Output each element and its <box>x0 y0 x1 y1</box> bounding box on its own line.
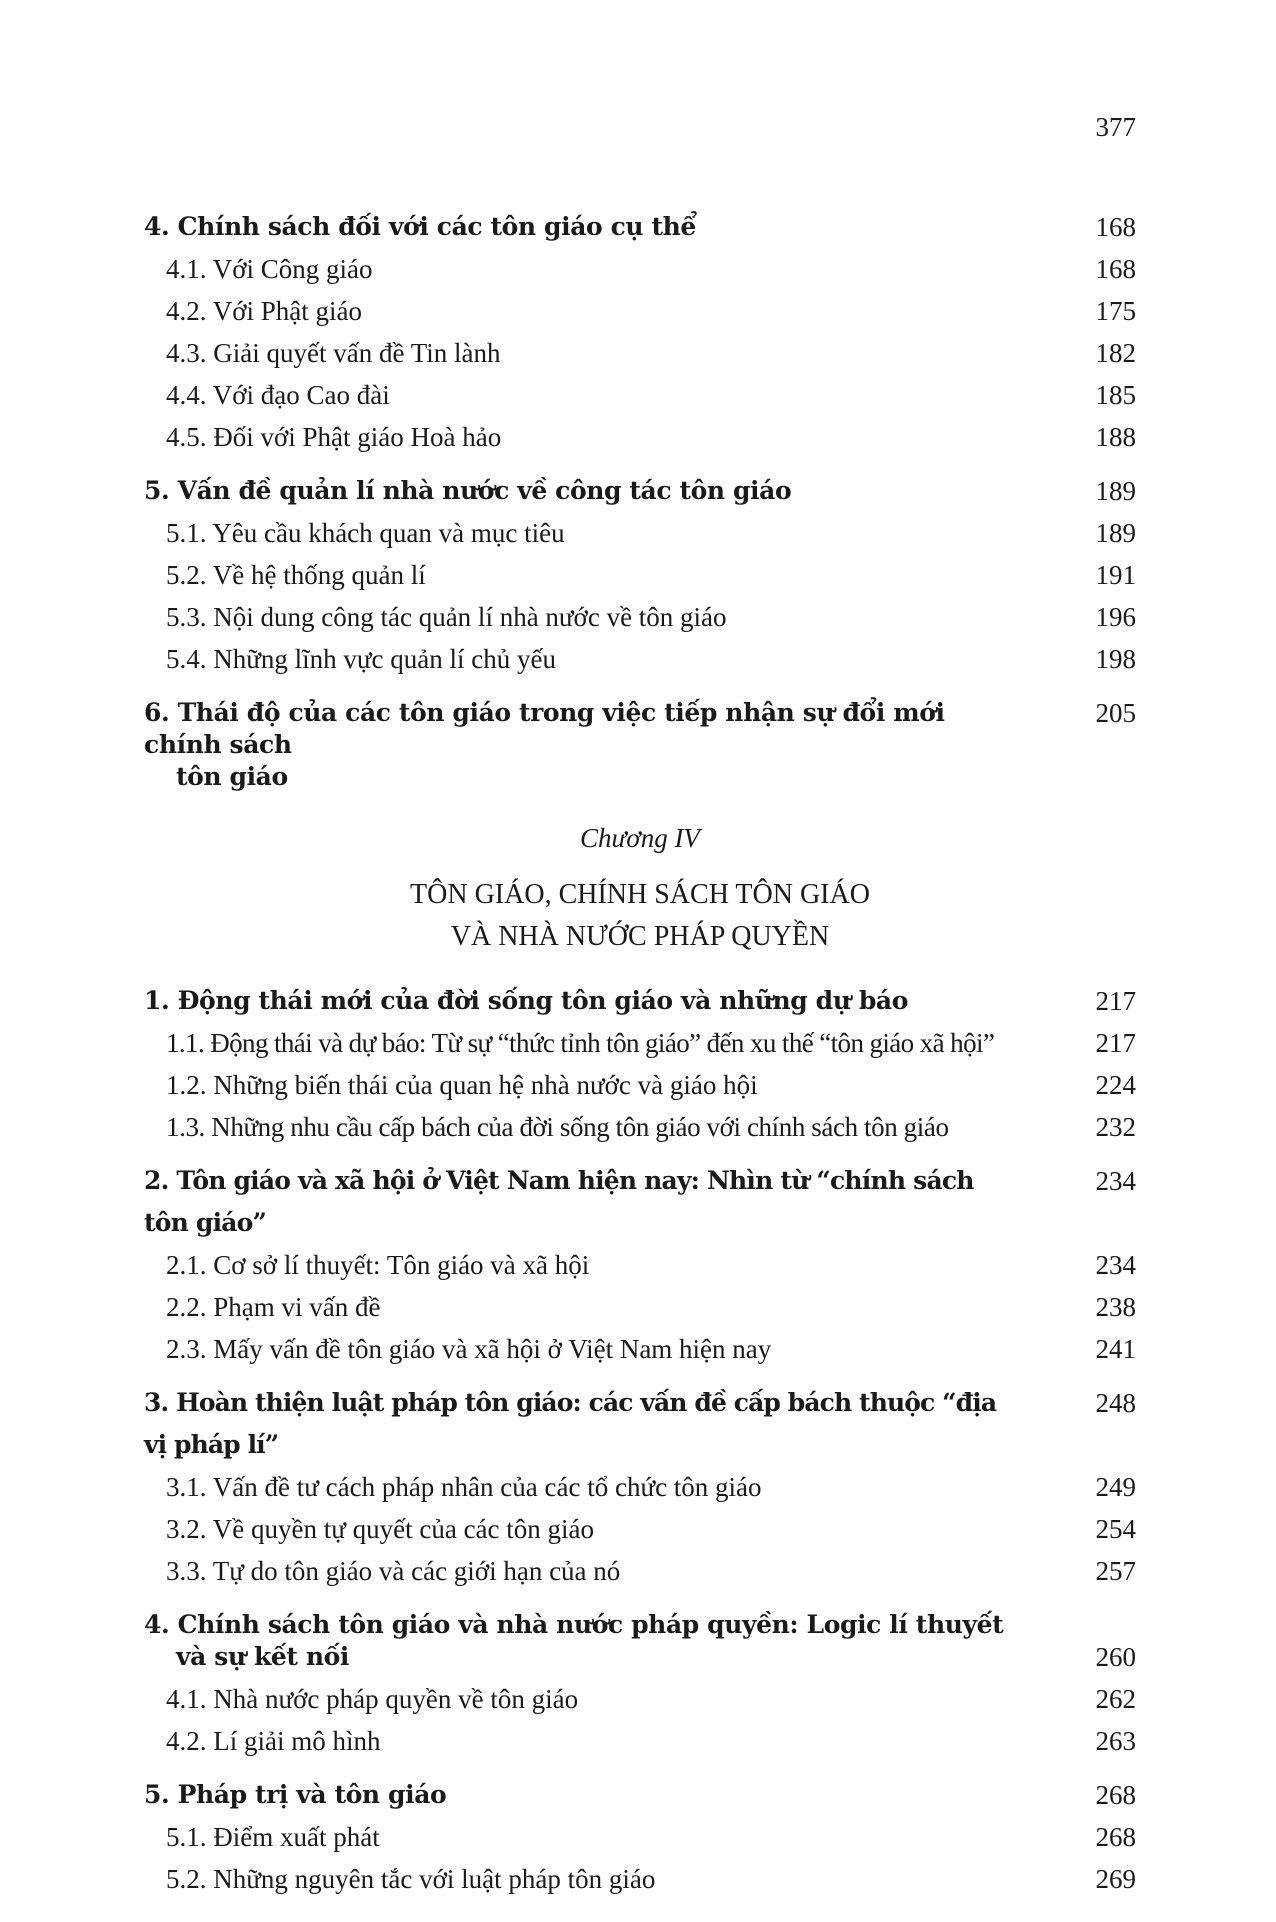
toc-subitem-row[interactable] <box>144 1466 1136 1508</box>
toc-subitem-title: 5.2. Về hệ thống quản lí <box>166 560 426 590</box>
table-of-contents <box>144 206 1136 1912</box>
toc-subitem-page: 234 <box>1095 1250 1136 1280</box>
toc-subitem-row[interactable] <box>144 1064 1136 1106</box>
page-number: 377 <box>1095 112 1136 142</box>
toc-subitem-title: 2.1. Cơ sở lí thuyết: Tôn giáo và xã hội <box>166 1250 590 1280</box>
toc-subitem-row[interactable] <box>144 332 1136 374</box>
toc-subitem-title: 4.2. Lí giải mô hình <box>166 1726 381 1756</box>
toc-heading-title-line2: và sự kết nối <box>176 1642 350 1671</box>
toc-heading-page: 217 <box>1095 986 1136 1016</box>
toc-heading-row[interactable] <box>144 1604 1136 1678</box>
toc-subitem-title: 3.2. Về quyền tự quyết của các tôn giáo <box>166 1514 595 1544</box>
toc-subitem-row[interactable] <box>144 374 1136 416</box>
toc-heading-page: 168 <box>1095 212 1136 242</box>
toc-subitem-row[interactable] <box>144 1550 1136 1592</box>
chapter-heading <box>144 816 1136 958</box>
toc-heading-page: 260 <box>1095 1642 1136 1672</box>
toc-subitem-title: 4.1. Nhà nước pháp quyền về tôn giáo <box>166 1684 579 1714</box>
toc-subitem-page: 185 <box>1095 380 1136 410</box>
toc-heading-title-line1: 4. Chính sách tôn giáo và nhà nước pháp quyền: Logic lí thuyết <box>144 1610 1004 1639</box>
toc-heading-title: 2. Tôn giáo và xã hội ở Việt Nam hiện nay: Nhìn từ “chính sách tôn giáo” <box>144 1166 974 1237</box>
toc-subitem-page: 191 <box>1095 560 1136 590</box>
toc-subitem-title: 3.3. Tự do tôn giáo và các giới hạn của nó <box>166 1556 621 1586</box>
toc-subitem-title: 5.3. Nội dung công tác quản lí nhà nước về tôn giáo <box>166 602 727 632</box>
toc-subitem-title: 1.1. Động thái và dự báo: Từ sự “thức tỉnh tôn giáo” đến xu thế “tôn giáo xã hội” <box>166 1028 995 1058</box>
toc-subitem-title: 5.1. Điểm xuất phát <box>166 1822 380 1852</box>
toc-section-6 <box>144 692 1136 798</box>
toc-heading-page: 205 <box>1095 698 1136 728</box>
toc-section-1 <box>144 980 1136 1148</box>
toc-subitem-page: 232 <box>1095 1112 1136 1142</box>
toc-heading-title-line2: tôn giáo <box>176 762 288 791</box>
toc-heading-title <box>144 1604 1056 1678</box>
chapter-title-line2: VÀ NHÀ NƯỚC PHÁP QUYỀN <box>450 921 830 952</box>
toc-section-5-after <box>144 1774 1136 1900</box>
toc-subitem-title: 4.1. Với Công giáo <box>166 254 373 284</box>
chapter-title <box>144 874 1136 958</box>
toc-subitem-page: 217 <box>1095 1028 1136 1058</box>
toc-subitem-title: 2.2. Phạm vi vấn đề <box>166 1292 381 1322</box>
toc-subitem-title: 4.5. Đối với Phật giáo Hoà hảo <box>166 422 502 452</box>
toc-heading-page: 189 <box>1095 476 1136 506</box>
toc-subitem-row[interactable] <box>144 1244 1136 1286</box>
toc-heading-title: 3. Hoàn thiện luật pháp tôn giáo: các vấn đề cấp bách thuộc “địa vị pháp lí” <box>144 1388 997 1459</box>
toc-subitem-page: 268 <box>1095 1822 1136 1852</box>
toc-heading-row[interactable] <box>144 1774 1136 1816</box>
toc-subitem-row[interactable] <box>144 1328 1136 1370</box>
toc-heading-title: 1. Động thái mới của đời sống tôn giáo và những dự báo <box>144 986 908 1015</box>
toc-subitem-page: 262 <box>1095 1684 1136 1714</box>
toc-subitem-page: 263 <box>1095 1726 1136 1756</box>
toc-subitem-page: 188 <box>1095 422 1136 452</box>
toc-heading-page: 268 <box>1095 1780 1136 1810</box>
toc-heading-row[interactable] <box>144 980 1136 1022</box>
toc-subitem-row[interactable] <box>144 596 1136 638</box>
toc-subitem-title: 4.4. Với đạo Cao đài <box>166 380 390 410</box>
toc-subitem-title: 3.1. Vấn đề tư cách pháp nhân của các tổ chức tôn giáo <box>166 1472 762 1502</box>
toc-subitem-title: 5.4. Những lĩnh vực quản lí chủ yếu <box>166 644 556 674</box>
toc-subitem-page: 254 <box>1095 1514 1136 1544</box>
toc-section-4-after <box>144 1604 1136 1762</box>
toc-subitem-page: 196 <box>1095 602 1136 632</box>
toc-subitem-page: 198 <box>1095 644 1136 674</box>
chapter-label: Chương IV <box>580 823 700 853</box>
toc-heading-title-line1: 6. Thái độ của các tôn giáo trong việc tiếp nhận sự đổi mới chính sách <box>144 698 945 759</box>
toc-subitem-row[interactable] <box>144 416 1136 458</box>
toc-subitem-row[interactable] <box>144 1858 1136 1900</box>
toc-subitem-page: 182 <box>1095 338 1136 368</box>
toc-heading-row[interactable] <box>144 1160 1136 1244</box>
toc-subitem-title: 5.2. Những nguyên tắc với luật pháp tôn giáo <box>166 1864 656 1894</box>
toc-heading-row[interactable] <box>144 470 1136 512</box>
toc-subitem-row[interactable] <box>144 638 1136 680</box>
toc-section-2 <box>144 1160 1136 1370</box>
toc-heading-row[interactable] <box>144 692 1136 798</box>
toc-subitem-row[interactable] <box>144 290 1136 332</box>
toc-subitem-row[interactable] <box>144 1106 1136 1148</box>
toc-subitem-page: 168 <box>1095 254 1136 284</box>
toc-subitem-title: 1.3. Những nhu cầu cấp bách của đời sống tôn giáo với chính sách tôn giáo <box>166 1112 949 1142</box>
toc-heading-page: 234 <box>1095 1166 1136 1196</box>
toc-heading-title: 4. Chính sách đối với các tôn giáo cụ thể <box>144 212 696 241</box>
toc-heading-title: 5. Pháp trị và tôn giáo <box>144 1780 447 1809</box>
toc-section-3 <box>144 1382 1136 1592</box>
toc-subitem-row[interactable] <box>144 1022 1136 1064</box>
toc-subitem-page: 238 <box>1095 1292 1136 1322</box>
toc-subitem-title: 1.2. Những biến thái của quan hệ nhà nước và giáo hội <box>166 1070 758 1100</box>
toc-heading-title <box>144 692 1056 798</box>
toc-subitem-row[interactable] <box>144 1508 1136 1550</box>
toc-subitem-row[interactable] <box>144 512 1136 554</box>
toc-subitem-title: 4.3. Giải quyết vấn đề Tin lành <box>166 338 501 368</box>
toc-subitem-page: 189 <box>1095 518 1136 548</box>
toc-subitem-title: 4.2. Với Phật giáo <box>166 296 363 326</box>
toc-section-5 <box>144 470 1136 680</box>
toc-subitem-row[interactable] <box>144 248 1136 290</box>
toc-subitem-row[interactable] <box>144 1720 1136 1762</box>
toc-subitem-page: 249 <box>1095 1472 1136 1502</box>
toc-subitem-page: 241 <box>1095 1334 1136 1364</box>
toc-subitem-title: 5.1. Yêu cầu khách quan và mục tiêu <box>166 518 565 548</box>
toc-heading-row[interactable] <box>144 206 1136 248</box>
chapter-title-line1: TÔN GIÁO, CHÍNH SÁCH TÔN GIÁO <box>410 879 870 910</box>
toc-subitem-page: 269 <box>1095 1864 1136 1894</box>
toc-subitem-page: 175 <box>1095 296 1136 326</box>
toc-section-4 <box>144 206 1136 458</box>
toc-subitem-page: 257 <box>1095 1556 1136 1586</box>
toc-subitem-row[interactable] <box>144 554 1136 596</box>
toc-subitem-row[interactable] <box>144 1678 1136 1720</box>
toc-subitem-title: 2.3. Mấy vấn đề tôn giáo và xã hội ở Việt Nam hiện nay <box>166 1334 772 1364</box>
toc-subitem-row[interactable] <box>144 1286 1136 1328</box>
toc-heading-row[interactable] <box>144 1382 1136 1466</box>
toc-heading-title: 5. Vấn đề quản lí nhà nước về công tác tôn giáo <box>144 476 792 505</box>
toc-subitem-page: 224 <box>1095 1070 1136 1100</box>
toc-subitem-row[interactable] <box>144 1816 1136 1858</box>
toc-heading-page: 248 <box>1095 1388 1136 1418</box>
